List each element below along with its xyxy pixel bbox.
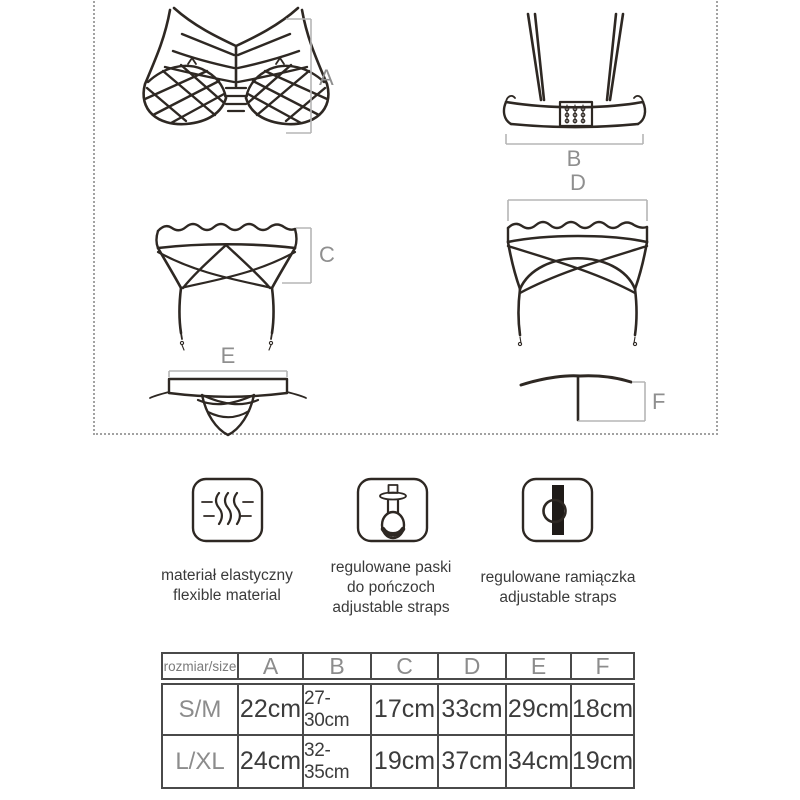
measure-bracket-b [506,134,643,171]
row-sm-d: 33cm [439,685,507,736]
measure-label-f: F [652,389,666,414]
row-lxl-b: 32-35cm [304,736,372,787]
row-lxl-f: 19cm [571,747,634,775]
panties-front-diagram [148,343,358,446]
caption-line: do pończoch [347,579,435,596]
header-col-e: E [507,654,572,678]
header-col-a: A [239,654,304,678]
garter-clip-icon [356,477,429,543]
measure-label-b: B [566,146,582,171]
row-lxl-a: 24cm [239,736,304,787]
size-table-body [161,683,635,789]
bra-back-art [504,14,645,127]
measure-bracket-d [508,170,647,221]
measure-label-d: D [570,170,586,195]
header-col-f: F [595,652,610,679]
row-sm-c: 17cm [372,685,439,736]
row-sm-a: 22cm [239,685,304,736]
flexible-material-icon [191,477,264,543]
row-sm-e: 29cm [507,685,572,736]
panties-back-diagram [498,358,718,453]
garter-belt-back-diagram [484,172,729,350]
header-col-d: D [439,654,507,678]
row-sm-b: 27-30cm [304,685,372,736]
row-sm-f: 18cm [572,685,633,736]
row-lxl-e: 34cm [507,736,572,787]
caption-line: regulowane paski [330,559,452,576]
row-lxl-c: 19cm [372,736,439,787]
feature-caption-garter [300,558,482,618]
size-table [161,652,635,789]
bra-front-diagram [118,2,348,152]
bra-front-art [144,8,329,124]
measure-label-c: C [319,242,335,267]
panties-front-art [150,379,306,435]
caption-line: materiał elastyczny [161,567,293,584]
row-lxl-label: L/XL [163,736,239,787]
row-lxl-d: 37cm [439,736,507,787]
bra-back-diagram [488,14,728,174]
measure-label-e: E [220,343,236,368]
header-col-c: C [372,654,439,678]
header-corner-cell: rozmiar/size [163,654,239,678]
garter-front-art [157,224,297,350]
caption-line: adjustable straps [499,589,617,606]
feature-caption-straps [458,568,658,608]
caption-line: flexible material [173,587,281,604]
measure-bracket-f [578,382,665,421]
header-col-b: B [304,654,372,678]
size-table-header [161,652,635,680]
row-sm-label: S/M [163,685,239,736]
garter-back-art [508,222,647,346]
caption-line: adjustable straps [332,599,450,616]
strap-slider-icon [521,477,594,543]
feature-caption-flexible [130,566,324,606]
measure-label-a: A [319,65,334,90]
panties-back-art [521,376,631,420]
hook-eye-closure [560,102,592,126]
caption-line: regulowane ramiączka [480,569,636,586]
measure-bracket-e [169,343,287,377]
strap-bar [552,485,564,535]
